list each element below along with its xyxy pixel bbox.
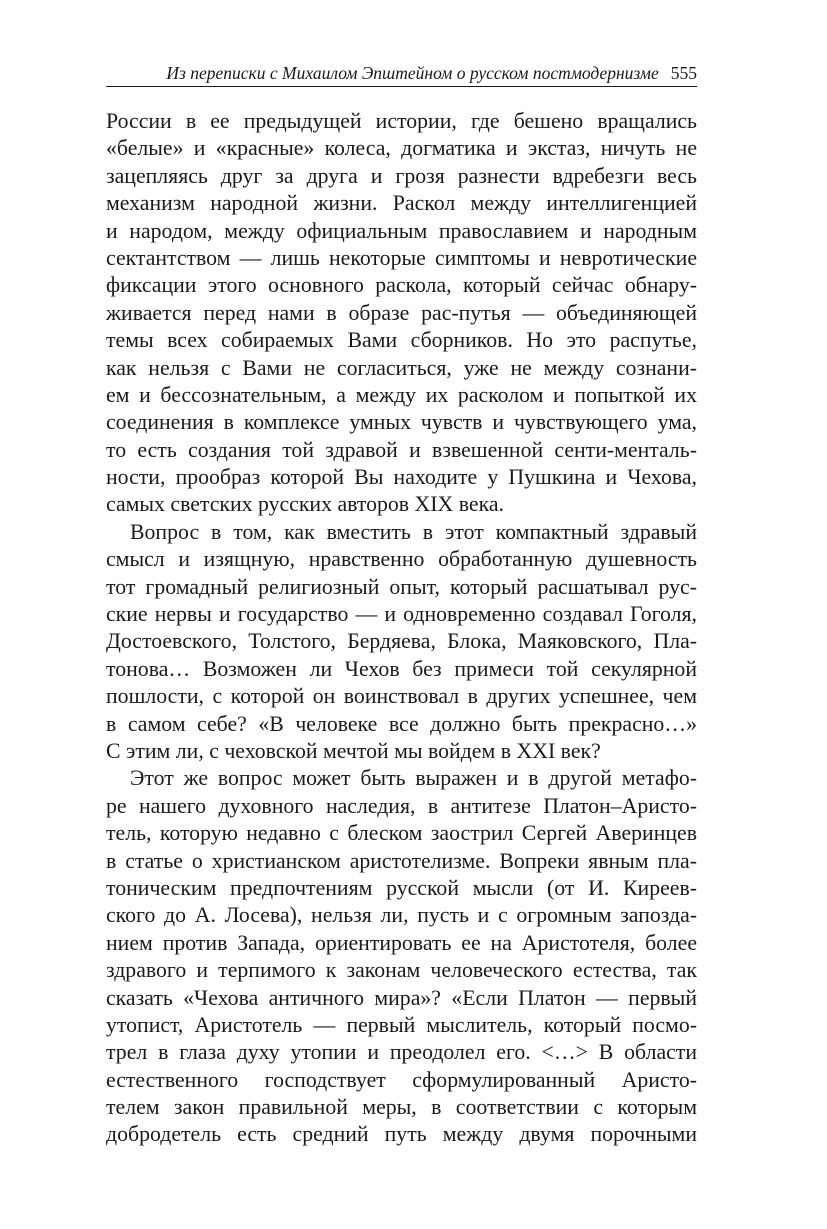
text-line: Вопрос в том, как вместить в этот компактный здравый: [130, 519, 697, 544]
paragraph: [106, 519, 697, 766]
text-line: ности, прообраз которой Вы находите у Пушкина и Чехова,: [106, 465, 697, 490]
text-line: то есть создания той здравой и взвешенной сенти-менталь-: [106, 437, 697, 462]
text-line: нием против Запада, ориентировать ее на Аристотеля, более: [106, 930, 697, 955]
text-line: в самом себе? «В человеке все должно быть прекрасно…»: [106, 711, 697, 736]
text-line: естественного господствует сформулированный Аристо-: [106, 1067, 697, 1092]
text-line: тоническим предпочтениям русской мысли (от И. Киреев-: [106, 875, 697, 900]
text-line: смысл и изящную, нравственно обработанную душевность: [106, 547, 697, 572]
text-line: самых светских русских авторов XIX века.: [106, 492, 504, 517]
text-line: в статье о христианском аристотелизме. Вопреки явным пла-: [106, 848, 697, 873]
text-line: трел в глаза духу утопии и преодолел его. <…> В области: [106, 1040, 697, 1065]
text-line: ские нервы и государство — и одновременно создавал Гоголя,: [106, 602, 697, 627]
running-head-title: Из переписки с Михаилом Эпштейном о русском постмодернизме: [166, 63, 659, 83]
text-line: ре нашего духовного наследия, в антитезе Платон–Аристо-: [106, 793, 697, 818]
text-line: как нельзя с Вами не согласиться, уже не между сознани-: [106, 355, 697, 380]
text-line: зацепляясь друг за друга и грозя разнести вдребезги весь: [106, 163, 697, 188]
running-head: [106, 62, 697, 87]
paragraph: [106, 108, 697, 519]
text-line: и народом, между официальным православием и народным: [106, 218, 697, 243]
text-line: тот громадный религиозный опыт, который расшатывал рус-: [106, 574, 697, 599]
text-line: Этот же вопрос может быть выражен и в другой метафо-: [130, 766, 697, 791]
text-line: «белые» и «красные» колеса, догматика и экстаз, ничуть не: [106, 136, 697, 161]
page-number: 555: [670, 63, 697, 83]
paragraph: [106, 765, 697, 1148]
text-line: телем закон правильной меры, в соответствии с которым: [106, 1095, 697, 1120]
text-line: С этим ли, с чеховской мечтой мы войдем в XXI век?: [106, 738, 601, 763]
text-line: темы всех собираемых Вами сборников. Но это распутье,: [106, 328, 697, 353]
text-line: утопист, Аристотель — первый мыслитель, который посмо-: [106, 1012, 697, 1037]
text-line: тель, которую недавно с блеском заострил Сергей Аверинцев: [106, 821, 697, 846]
text-line: соединения в комплексе умных чувств и чувствующего ума,: [106, 410, 697, 435]
text-line: России в ее предыдущей истории, где бешено вращались: [106, 109, 697, 133]
text-line: добродетель есть средний путь между двумя порочными: [106, 1122, 697, 1147]
text-line: механизм народной жизни. Раскол между интеллигенцией: [106, 191, 697, 216]
text-line: сектантством — лишь некоторые симптомы и невротические: [106, 245, 697, 270]
text-line: пошлости, с которой он воинствовал в других успешнее, чем: [106, 684, 697, 709]
text-line: ского до А. Лосева), нельзя ли, пусть и с огромным запозда-: [106, 903, 697, 928]
text-line: ем и бессознательным, а между их расколом и попыткой их: [106, 382, 697, 407]
text-body: [106, 108, 697, 1149]
text-line: тонова… Возможен ли Чехов без примеси той секулярной: [106, 656, 697, 681]
text-line: живается перед нами в образе рас-путья — объединяющей: [106, 300, 697, 325]
text-line: здравого и терпимого к законам человеческого естества, так: [106, 958, 697, 983]
text-line: сказать «Чехова античного мира»? «Если Платон — первый: [106, 985, 697, 1010]
text-line: Достоевского, Толстого, Бердяева, Блока, Маяковского, Пла-: [106, 629, 697, 654]
text-line: фиксации этого основного раскола, который сейчас обнару-: [106, 273, 697, 298]
